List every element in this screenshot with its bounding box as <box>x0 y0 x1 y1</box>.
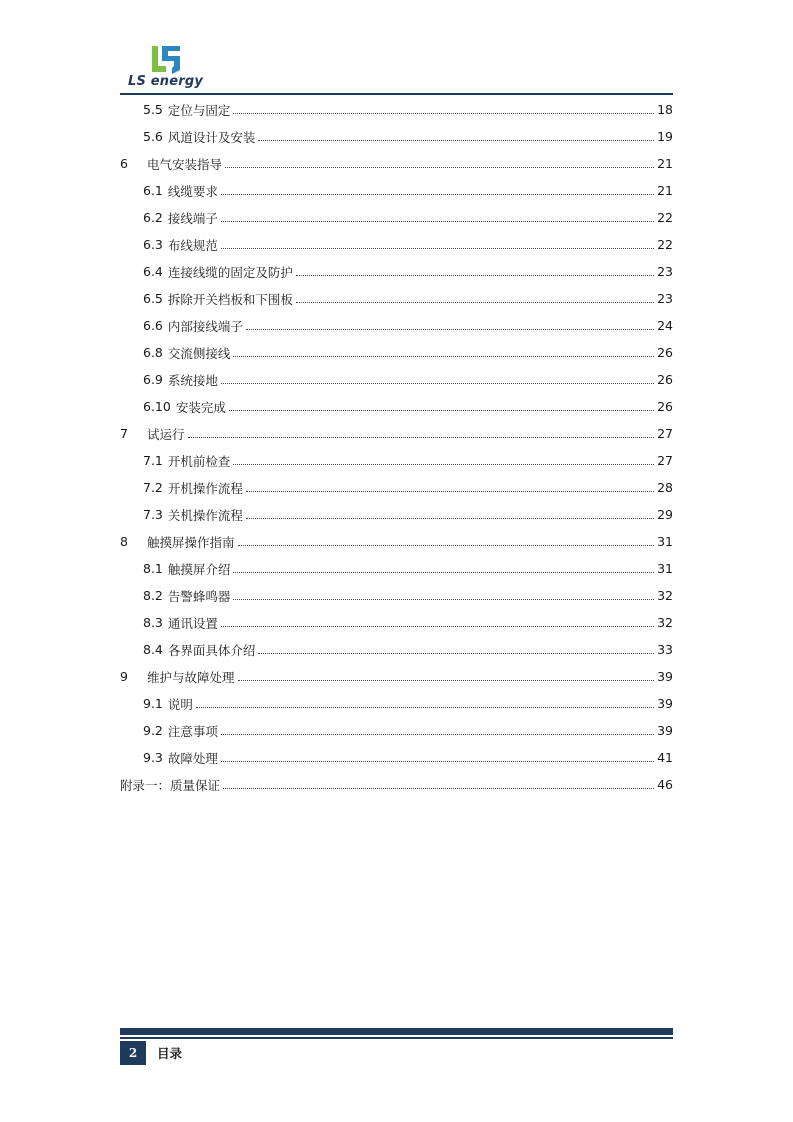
toc-entry-page: 39 <box>657 669 673 684</box>
toc-entry-title: 注意事项 <box>167 723 218 739</box>
toc-entry[interactable] <box>120 663 673 690</box>
toc-entry[interactable] <box>120 690 673 717</box>
toc-entry-title: 线缆要求 <box>167 183 218 199</box>
toc-entry-number: 9.3 <box>143 750 163 765</box>
toc-entry-page: 18 <box>657 102 673 117</box>
toc-entry-title: 连接线缆的固定及防护 <box>167 264 293 280</box>
toc-dot-leader <box>258 653 654 654</box>
toc-entry-title: 触摸屏介绍 <box>167 561 231 577</box>
toc-entry-page: 41 <box>657 750 673 765</box>
toc-entry-title: 试运行 <box>147 426 185 442</box>
toc-entry-title: 拆除开关档板和下围板 <box>167 291 293 307</box>
toc-entry-number: 9.2 <box>143 723 163 738</box>
footer-rule-thin <box>120 1037 673 1039</box>
toc-entry-title: 电气安装指导 <box>147 156 223 172</box>
toc-dot-leader <box>233 464 654 465</box>
toc-entry-title: 布线规范 <box>167 237 218 253</box>
toc-entry-page: 21 <box>657 156 673 171</box>
toc-dot-leader <box>296 275 654 276</box>
toc-dot-leader <box>221 734 654 735</box>
toc-entry[interactable] <box>120 609 673 636</box>
logo-text: LS energy <box>128 74 204 89</box>
toc-entry-page: 26 <box>657 399 673 414</box>
toc-entry-title: 接线端子 <box>167 210 218 226</box>
toc-entry-page: 31 <box>657 534 673 549</box>
toc-entry-page: 23 <box>657 291 673 306</box>
toc-dot-leader <box>233 599 654 600</box>
toc-dot-leader <box>221 626 654 627</box>
toc-entry-page: 27 <box>657 426 673 441</box>
toc-dot-leader <box>296 302 654 303</box>
toc-entry-number: 8.2 <box>143 588 163 603</box>
toc-entry-page: 22 <box>657 210 673 225</box>
toc-entry-page: 31 <box>657 561 673 576</box>
toc-dot-leader <box>246 329 654 330</box>
toc-entry-number: 6.2 <box>143 210 163 225</box>
toc-entry-title: 通讯设置 <box>167 615 218 631</box>
toc-entry-title: 内部接线端子 <box>167 318 243 334</box>
footer-rule-thick <box>120 1028 673 1035</box>
toc-entry-page: 27 <box>657 453 673 468</box>
toc-dot-leader <box>233 356 654 357</box>
toc-entry-page: 29 <box>657 507 673 522</box>
toc-dot-leader <box>188 437 654 438</box>
toc-entry-page: 28 <box>657 480 673 495</box>
toc-entry[interactable] <box>120 177 673 204</box>
table-of-contents <box>120 96 673 798</box>
toc-dot-leader <box>196 707 654 708</box>
toc-entry-title: 安装完成 <box>175 399 226 415</box>
toc-entry[interactable] <box>120 447 673 474</box>
toc-entry-title: 各界面具体介绍 <box>167 642 256 658</box>
toc-dot-leader <box>221 194 654 195</box>
toc-entry[interactable] <box>120 123 673 150</box>
toc-entry[interactable] <box>120 393 673 420</box>
toc-entry-page: 46 <box>657 777 673 792</box>
toc-entry-page: 26 <box>657 372 673 387</box>
header-rule <box>120 93 673 95</box>
toc-entry-number: 7 <box>120 426 128 441</box>
toc-entry-number: 6.6 <box>143 318 163 333</box>
toc-entry-number: 6.5 <box>143 291 163 306</box>
toc-entry-number: 6.4 <box>143 264 163 279</box>
toc-entry[interactable] <box>120 204 673 231</box>
toc-entry-title: 定位与固定 <box>167 102 231 118</box>
toc-dot-leader <box>221 761 654 762</box>
toc-entry-page: 21 <box>657 183 673 198</box>
toc-entry-number: 5.5 <box>143 102 163 117</box>
toc-entry[interactable] <box>120 258 673 285</box>
toc-dot-leader <box>221 248 654 249</box>
toc-entry[interactable] <box>120 636 673 663</box>
toc-entry-number: 8.4 <box>143 642 163 657</box>
toc-entry-number: 8 <box>120 534 128 549</box>
toc-entry-title: 开机前检查 <box>167 453 231 469</box>
toc-entry-title: 风道设计及安装 <box>167 129 256 145</box>
toc-entry-number: 5.6 <box>143 129 163 144</box>
toc-entry-number: 8.3 <box>143 615 163 630</box>
toc-dot-leader <box>221 221 654 222</box>
toc-entry-number: 6.8 <box>143 345 163 360</box>
footer-section-label: 目录 <box>157 1046 183 1061</box>
toc-entry-page: 26 <box>657 345 673 360</box>
company-logo <box>128 44 208 92</box>
toc-entry[interactable] <box>120 528 673 555</box>
toc-entry[interactable] <box>120 744 673 771</box>
toc-entry-title: 告警蜂鸣器 <box>167 588 231 604</box>
toc-entry-page: 32 <box>657 588 673 603</box>
toc-entry-number: 8.1 <box>143 561 163 576</box>
toc-dot-leader <box>238 680 654 681</box>
toc-entry-page: 32 <box>657 615 673 630</box>
toc-entry-number: 9.1 <box>143 696 163 711</box>
toc-dot-leader <box>223 788 654 789</box>
toc-entry[interactable] <box>120 474 673 501</box>
ls-logo-mark-icon <box>150 44 184 76</box>
toc-entry[interactable] <box>120 501 673 528</box>
toc-entry-title: 开机操作流程 <box>167 480 243 496</box>
toc-entry[interactable] <box>120 285 673 312</box>
toc-entry-title: 触摸屏操作指南 <box>147 534 235 550</box>
toc-entry[interactable] <box>120 555 673 582</box>
toc-entry-number: 7.3 <box>143 507 163 522</box>
toc-entry-number: 9 <box>120 669 128 684</box>
toc-entry-title: 交流侧接线 <box>167 345 231 361</box>
toc-entry[interactable] <box>120 231 673 258</box>
toc-dot-leader <box>233 113 654 114</box>
toc-entry-number: 7.1 <box>143 453 163 468</box>
toc-entry[interactable] <box>120 150 673 177</box>
toc-entry-page: 24 <box>657 318 673 333</box>
toc-dot-leader <box>246 518 654 519</box>
toc-entry-number: 6.3 <box>143 237 163 252</box>
toc-dot-leader <box>229 410 654 411</box>
toc-entry-page: 33 <box>657 642 673 657</box>
toc-entry-number: 7.2 <box>143 480 163 495</box>
toc-entry-title: 说明 <box>167 696 193 712</box>
toc-entry-page: 23 <box>657 264 673 279</box>
toc-entry-number: 6.9 <box>143 372 163 387</box>
toc-entry[interactable] <box>120 312 673 339</box>
toc-entry[interactable] <box>120 339 673 366</box>
toc-entry[interactable] <box>120 420 673 447</box>
toc-dot-leader <box>233 572 654 573</box>
toc-dot-leader <box>238 545 654 546</box>
footer-page-number: 2 <box>120 1041 146 1065</box>
toc-entry-page: 39 <box>657 723 673 738</box>
toc-dot-leader <box>258 140 654 141</box>
toc-entry[interactable] <box>120 366 673 393</box>
toc-entry-title: 系统接地 <box>167 372 218 388</box>
toc-entry[interactable] <box>120 582 673 609</box>
toc-entry-page: 22 <box>657 237 673 252</box>
toc-entry-page: 19 <box>657 129 673 144</box>
toc-dot-leader <box>221 383 654 384</box>
toc-dot-leader <box>225 167 654 168</box>
toc-entry-title: 维护与故障处理 <box>147 669 235 685</box>
toc-entry-title: 附录一：质量保证 <box>120 777 221 793</box>
toc-entry-title: 关机操作流程 <box>167 507 243 523</box>
toc-entry-number: 6.10 <box>143 399 171 414</box>
toc-entry[interactable] <box>120 717 673 744</box>
toc-entry-title: 故障处理 <box>167 750 218 766</box>
toc-entry[interactable] <box>120 771 673 798</box>
toc-entry-number: 6 <box>120 156 128 171</box>
toc-entry[interactable] <box>120 96 673 123</box>
toc-dot-leader <box>246 491 654 492</box>
toc-entry-page: 39 <box>657 696 673 711</box>
toc-entry-number: 6.1 <box>143 183 163 198</box>
